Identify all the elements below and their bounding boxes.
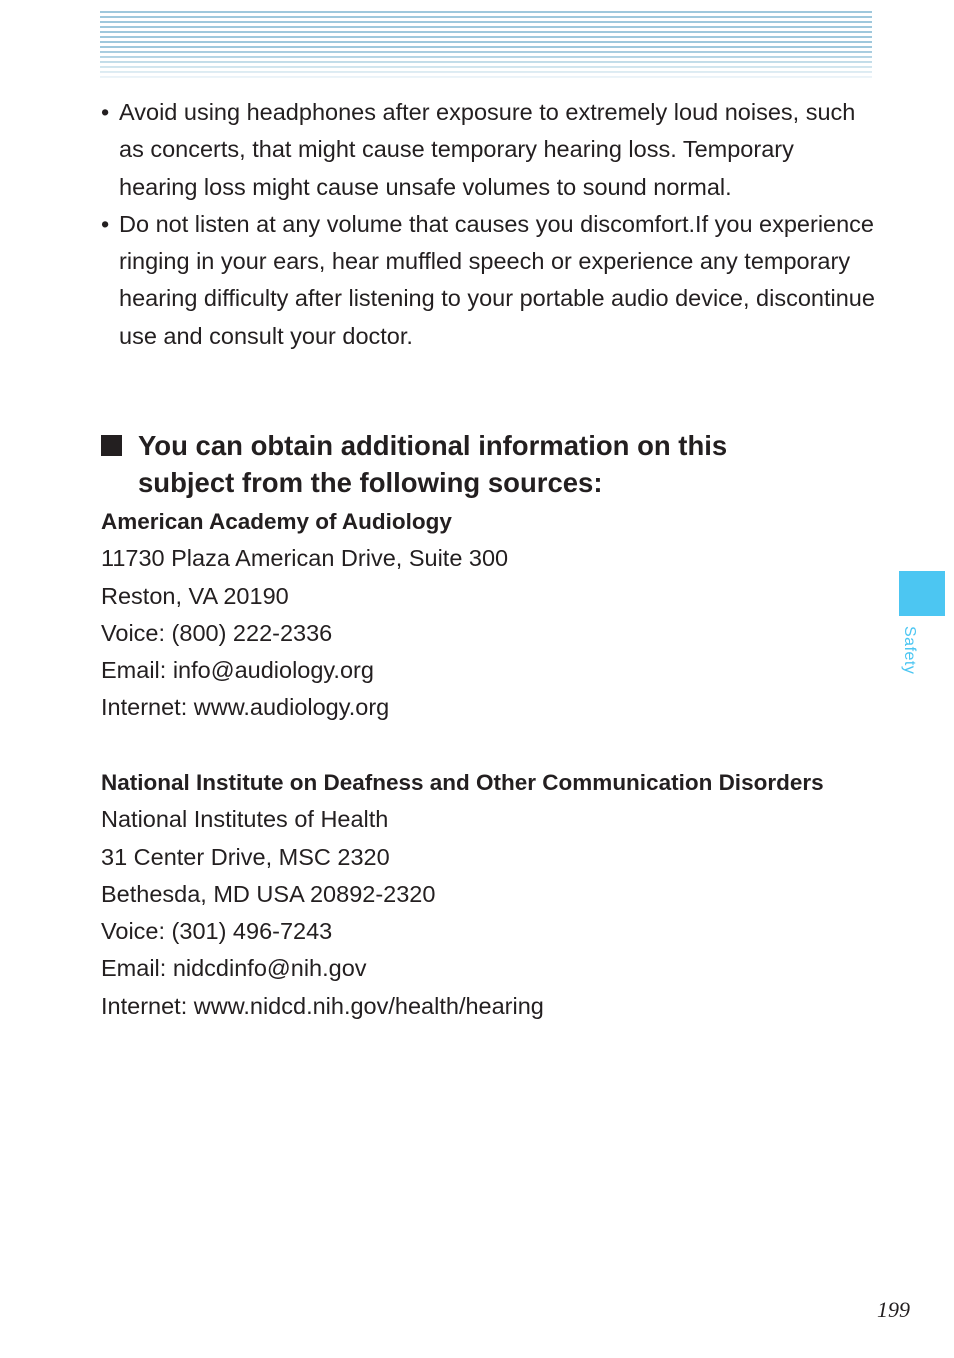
org-city-line: Bethesda, MD USA 20892-2320 xyxy=(101,880,436,907)
list-item xyxy=(101,94,876,206)
list-item xyxy=(101,206,876,355)
org-city-line: Reston, VA 20190 xyxy=(101,582,289,609)
section-heading xyxy=(101,427,821,501)
org-internet-line: Internet: www.nidcd.nih.gov/health/hearing xyxy=(101,992,544,1019)
square-bullet-icon xyxy=(101,435,122,456)
org-parent-line: National Institutes of Health xyxy=(101,806,389,833)
bullet-text: Do not listen at any volume that causes you discomfort.If you experience ringing in your ears, hear muffled speech or experience any temporary hearing difficulty after listening to your portable audio device, discontinue use and consult your doctor. xyxy=(119,210,875,349)
header-stripe-band xyxy=(100,11,872,79)
page-number: 199 xyxy=(877,1297,910,1322)
org-internet-line: Internet: www.audiology.org xyxy=(101,694,390,721)
org-entry-aaa xyxy=(101,503,861,727)
org-address-line: 31 Center Drive, MSC 2320 xyxy=(101,843,390,870)
org-email-line: Email: nidcdinfo@nih.gov xyxy=(101,955,367,982)
org-name: American Academy of Audiology xyxy=(101,509,452,534)
org-entry-nidcd xyxy=(101,764,861,1025)
org-email-line: Email: info@audiology.org xyxy=(101,657,374,684)
org-voice-line: Voice: (301) 496-7243 xyxy=(101,918,333,945)
bullet-text: Avoid using headphones after exposure to extremely loud noises, such as concerts, that might cause temporary hearing loss. Temporary hearing loss might cause unsafe volumes to sound normal. xyxy=(119,99,856,200)
section-heading-text: You can obtain additional information on this subject from the following sources: xyxy=(138,430,728,498)
chapter-side-label: Safety xyxy=(901,626,918,675)
bullet-dot-icon: • xyxy=(101,99,110,125)
org-address-line: 11730 Plaza American Drive, Suite 300 xyxy=(101,545,509,572)
hearing-safety-bullet-list xyxy=(101,94,876,355)
org-voice-line: Voice: (800) 222-2336 xyxy=(101,619,333,646)
bullet-dot-icon: • xyxy=(101,210,110,237)
org-name: National Institute on Deafness and Other Communication Disorders xyxy=(101,770,824,795)
chapter-side-tab xyxy=(899,571,945,616)
